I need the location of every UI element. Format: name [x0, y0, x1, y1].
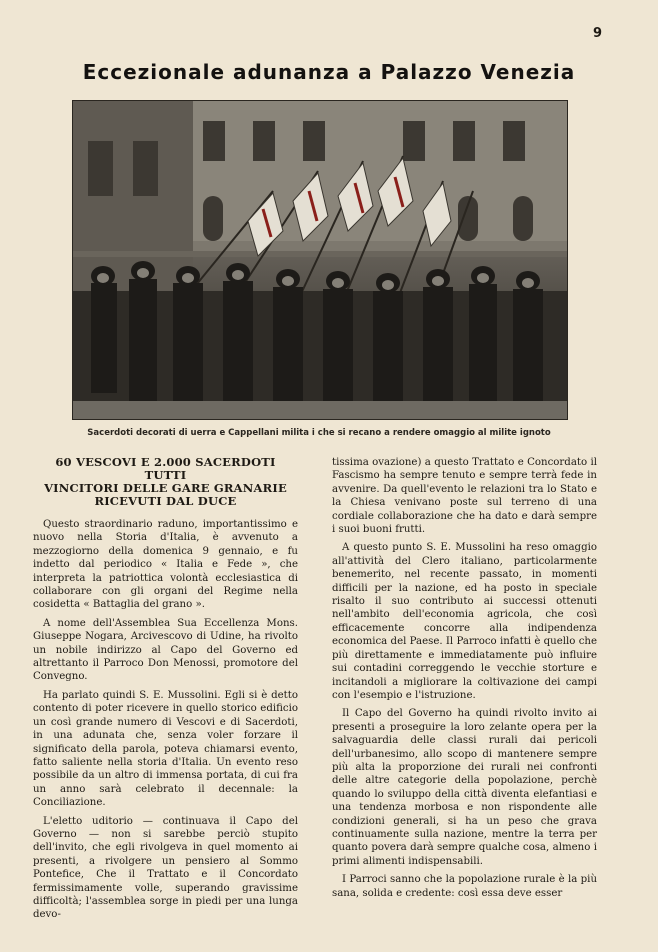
- article-paragraph: Il Capo del Governo ha quindi rivolto invito ai presenti a proseguire la loro zelante opera per la salvaguardia delle classi rurali dai pericoli dell'urbanesimo, allo scopo di mantenere sempre più alta la proporzione dei rurali nei confronti delle altre categorie della popolazione, perchè quando lo sviluppo della città diventa elefantiasi e una tendenza morbosa e non rispondente alle condizioni generali, si ha un peso che grava continuamente sulla nazione, mentre la terra per quanto povera darà sempre qualche cosa, almeno i primi alimenti indispensabili.: [332, 708, 597, 867]
- article-column-left: [33, 456, 298, 927]
- article-paragraph: tissima ovazione) a questo Trattato e Concordato il Fascismo ha sempre tenuto e sempre terrà fede in avvenire. Da quell'evento le relazioni tra lo Stato e la Chiesa venivano poste sul terreno di una cordiale collaborazione che ha dato e darà sempre i suoi buoni frutti.: [332, 457, 597, 536]
- article-paragraph: L'eletto uditorio — continuava il Capo del Governo — non si sarebbe perciò stupito dell'invito, che egli rivolgeva in quel momento ai presenti, a rivolgere un pensiero al Sommo Pontefice, Che il Trattato e il Concordato fermissimamente volle, superando gravissime difficoltà; l'assemblea sorge in piedi per una lunga devo-: [33, 815, 298, 921]
- page-headline: Eccezionale adunanza a Palazzo Venezia: [82, 60, 576, 84]
- article-column-right: [332, 456, 597, 905]
- photo-caption: Sacerdoti decorati di uerra e Cappellani milita i che si recano a rendere omaggio al milite ignoto: [87, 428, 551, 438]
- article-paragraph: Ha parlato quindi S. E. Mussolini. Egli si è detto contento di poter ricevere in quello storico edificio un così grande numero di Vescovi e di Sacerdoti, in una adunata che, senza voler forzare il significato della parola, poteva chiamarsi evento, fatto saliente nella storia d'Italia. Un evento reso possibile da un altro di immensa portata, di cui fra un anno sarà celebrato il decennale: la Conciliazione.: [33, 689, 298, 809]
- article-title: [33, 456, 298, 508]
- article-title-line: VINCITORI DELLE GARE GRANARIE: [44, 481, 287, 495]
- article-paragraph: Questo straordinario raduno, importantissimo e nuovo nella Storia d'Italia, è avvenuto a mezzogiorno della domenica 9 gennaio, e fu indetto dal periodico « Italia e Fede », che interpreta la patriottica volontà ecclesiastica di collaborare con gli organi del Regime nella cosidetta « Battaglia del grano ».: [33, 519, 298, 611]
- article-title-line: RICEVUTI DAL DUCE: [94, 494, 237, 508]
- article-paragraph: A questo punto S. E. Mussolini ha reso omaggio all'attività del Clero italiano, particolarmente benemerito, nel recente passato, in momenti difficili per la nazione, ed ha posto in speciale risalto il suo contributo ai successi ottenuti nell'ambito dell'economia agricola, che così efficacemente concorre alla indipendenza economica del Paese. Il Parroco infatti è quello che più direttamente e immediatamente può influire sui contadini correggendo le vecchie storture e incitandoli a migliorare la coltivazione dei campi con l'esempio e l'istruzione.: [332, 542, 597, 701]
- article-paragraph: A nome dell'Assemblea Sua Eccellenza Mons. Giuseppe Nogara, Arcivescovo di Udine, ha rivolto un nobile indirizzo al Capo del Governo ed altrettanto il Parroco Don Menossi, promotore del Convegno.: [33, 617, 298, 683]
- article-title-line: 60 VESCOVI E 2.000 SACERDOTI TUTTI: [55, 455, 276, 482]
- page-number: 9: [592, 26, 602, 41]
- photograph-priests-with-flags-icon: [73, 101, 567, 419]
- news-photograph: [72, 100, 568, 420]
- article-paragraph: I Parroci sanno che la popolazione rurale è la più sana, solida e credente: così essa deve esser: [332, 874, 597, 899]
